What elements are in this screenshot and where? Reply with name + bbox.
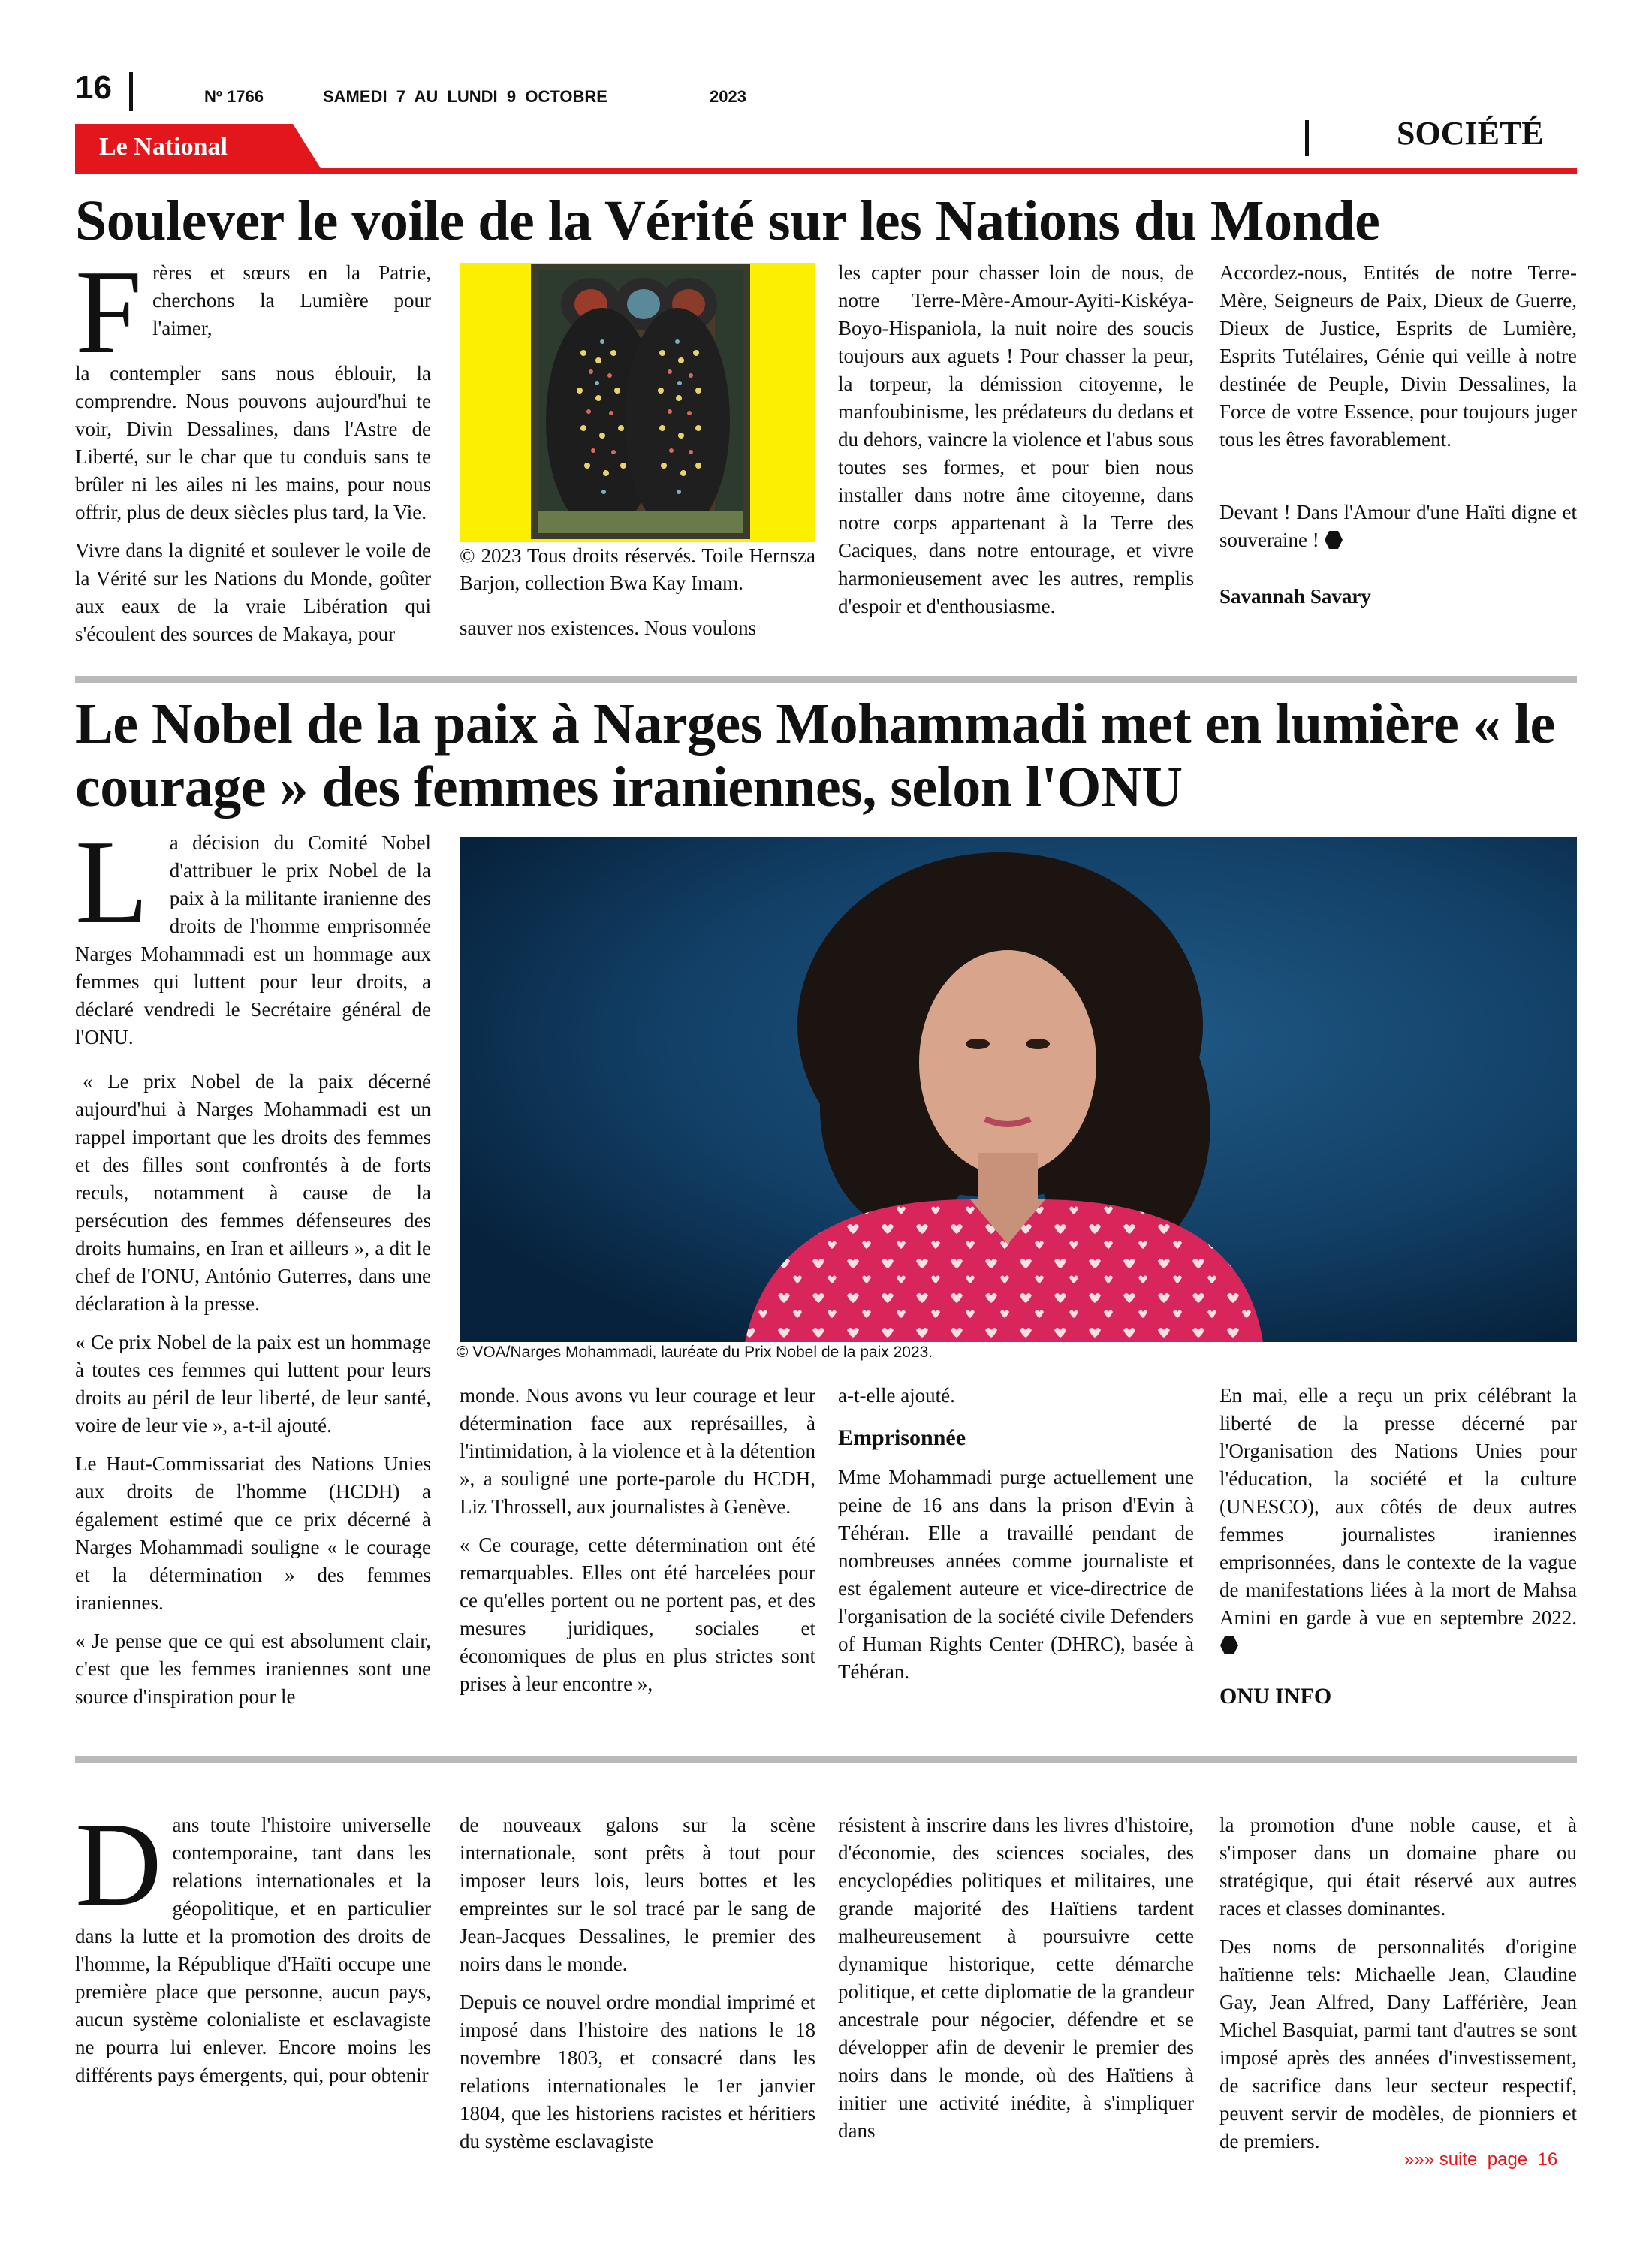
article3-col2-p1: de nouveaux galons sur la scène internationale, sont prêts à tout pour imposer leurs lois, leurs bottes et les empreintes sur le sol tracé par le sang de Jean-Jacques Dessalines, le premier des noirs dans le monde. xyxy=(460,1814,815,1975)
article3-col4 xyxy=(1219,1811,1577,2166)
article3-col4-p2: Des noms de personnalités d'origine haïtienne tels: Michaelle Jean, Claudine Gay, Jean Alfred, Dany Lafférière, Jean Michel Basquiat, parmi tant d'autres se sont imposé après des années d'investissement, de sacrifice dans leur secteur respectif, peuvent servir de modèles, de pionniers et de premiers. xyxy=(1219,1935,1577,2152)
issue-year: 2023 xyxy=(710,87,746,106)
article3-col2-p2: Depuis ce nouvel ordre mondial imprimé et imposé dans l'histoire des nations le 18 novembre 1803, et consacré dans les relations internationales le 1er janvier 1804, que les historiens racistes et héritiers du système esclavagiste xyxy=(460,1991,815,2152)
continued-link[interactable]: »»» suite page 16 xyxy=(1404,2149,1558,2170)
article2-col1-p3: « Ce prix Nobel de la paix est un hommage à toutes ces femmes qui luttent pour leurs droits au péril de leur liberté, de leur santé, voire de leur vie », a-t-il ajouté. xyxy=(75,1331,431,1437)
article2-col2-p2: « Ce courage, cette détermination ont été remarquables. Elles ont été harcelées pour ce qu'elles portent ou ne portent pas, et des mesures juridiques, sociales et économiques de plus en plus strictes sont prises à leur encontre », xyxy=(460,1534,815,1695)
article2-col3 xyxy=(838,1382,1194,1697)
article1-col2-continuation: sauver nos existences. Nous voulons xyxy=(460,617,757,639)
article3-col2 xyxy=(460,1811,815,2166)
article3-col3 xyxy=(838,1811,1194,2155)
issue-number: Nº 1766 xyxy=(204,87,264,106)
section-name: SOCIÉTÉ xyxy=(1397,115,1544,152)
article1-col4-p1: Accordez-nous, Entités de notre Terre-Mère, Seigneurs de Paix, Dieux de Guerre, Dieux de Justice, Esprits de Lumière, Esprits Tutélaires, Génie qui veille à notre destinée de Peuple, Divin Dessalines, la Force de votre Essence, pour toujours juger tous les êtres favorablement. xyxy=(1219,261,1577,451)
end-mark-icon xyxy=(1324,530,1343,550)
article3-dropcap: D xyxy=(75,1797,162,1931)
article2-col1-lead: a décision du Comité Nobel d'attribuer le prix Nobel de la paix à la militante iranienne des droits de l'homme emprisonnée Narges Mohammadi est un hommage aux femmes qui luttent pour leur droits, a déclaré vendredi le Secrétaire général de l'ONU. xyxy=(75,831,431,1048)
article1-col1-lead: rères et sœurs en la Patrie, cherchons la Lumière pour l'aimer, xyxy=(152,261,431,339)
article2-col1-p5: « Je pense que ce qui est absolument clair, c'est que les femmes iraniennes sont une source d'inspiration pour le xyxy=(75,1630,431,1708)
article2-author: ONU INFO xyxy=(1219,1684,1332,1709)
article2-col1-p4: Le Haut-Commissariat des Nations Unies aux droits de l'homme (HCDH) a également estimé que ce prix décerné à Narges Mohammadi souligne « le courage et la détermination » des femmes iraniennes. xyxy=(75,1452,431,1614)
article2-col3-p1: a-t-elle ajouté. xyxy=(838,1384,955,1407)
article2-photo-caption: © VOA/Narges Mohammadi, lauréate du Prix Nobel de la paix 2023. xyxy=(457,1344,933,1361)
article1-col4 xyxy=(1219,259,1577,621)
brand-name: Le National xyxy=(99,133,228,161)
page-number-divider xyxy=(129,72,133,111)
article2-col3-p2: Mme Mohammadi purge actuellement une peine de 16 ans dans la prison d'Evin à Téhéran. Elle a travaillé pendant de nombreuses années comme journaliste et est également auteure et vice-directrice de l'organisation de la société civile Defenders of Human Rights Center (DHRC), basée à Téhéran. xyxy=(838,1466,1194,1683)
article1-title: Soulever le voile de la Vérité sur les Nations du Monde xyxy=(75,189,1380,252)
article1-image-caption: © 2023 Tous droits réservés. Toile Hernsza Barjon, collection Bwa Kay Imam. xyxy=(460,544,815,594)
article-separator-1 xyxy=(75,676,1577,683)
section-divider xyxy=(1305,120,1309,156)
article2-col2 xyxy=(460,1382,815,1709)
article3-col1-text: ans toute l'histoire universelle contemporaine, tant dans les relations internationales et la géopolitique, et en particulier dans la lutte et la promotion des droits de l'homme, la République d'Haïti occupe une première place que personne, aucun pays, aucun système colonialiste et esclavagiste ne pourra lui enlever. Encore moins les différents pays émergents, qui, pour obtenir xyxy=(75,1814,431,2086)
article1-col3 xyxy=(838,259,1194,631)
article1-col1 xyxy=(75,245,431,659)
article1-col1-p2: Vivre dans la dignité et soulever le voile de la Vérité sur les Nations du Monde, goûter aux eaux de la vraie Libération qui s'écoulent des sources de Makaya, pour xyxy=(75,539,431,645)
article2-col2-p1: monde. Nous avons vu leur courage et leur détermination face aux représailles, à l'intimidation, à la violence et à la détention », a souligné une porte-parole du HCDH, Liz Throssell, aux journalistes à Genève. xyxy=(460,1384,815,1518)
article2-col1 xyxy=(75,815,431,1721)
article-separator-2 xyxy=(75,1756,1577,1763)
header-red-rule xyxy=(75,168,1577,174)
article1-col4-p2 xyxy=(1219,499,1577,554)
article3-col1 xyxy=(75,1797,431,2100)
article2-col4-p1: En mai, elle a reçu un prix célébrant la liberté de la presse décerné par l'Organisation des Nations Unies pour l'éducation, la société et la culture (UNESCO), aux côtés de deux autres femmes journalistes iraniennes emprisonnées, dans le contexte de la vague de manifestations liées à la mort de Mahsa Amini en garde à vue en septembre 2022. xyxy=(1219,1384,1577,1629)
article3-col3-text: résistent à inscrire dans les livres d'histoire, d'économie, des sciences sociales, des encyclopédies politiques et militaires, une grande majorité des Haïtiens tardent malheureusement à poursuivre cette dynamique historique, cette démarche politique, et cette diplomatie de la grandeur ancestrale pour négocier, défendre et se développer afin de devenir le premier des noirs dans le monde, où des Haïtiens à initier une activité inédite, à s'impliquer dans xyxy=(838,1814,1194,2142)
article2-subhead: Emprisonnée xyxy=(838,1425,966,1450)
article1-dropcap: F xyxy=(75,245,142,379)
page-number: 16 xyxy=(75,69,112,106)
article2-col4-p1-wrap xyxy=(1219,1382,1577,1660)
article2-title: Le Nobel de la paix à Narges Mohammadi met en lumière « le courage » des femmes iraniennes, selon l'ONU xyxy=(75,692,1555,819)
article2-dropcap: L xyxy=(75,815,149,949)
brand-tab xyxy=(75,124,323,172)
article2-col4 xyxy=(1219,1382,1577,1710)
article1-col1-p1: la contempler sans nous éblouir, la comprendre. Nous pouvons aujourd'hui te voir, Divin Dessalines, dans l'Astre de Liberté, sur le char que tu conduis sans te brûler ni les ailes ni les mains, pour nous offrir, plus de deux siècles plus tard, la Vie. xyxy=(75,362,431,523)
article2-photo xyxy=(460,837,1577,1342)
portrait-photo xyxy=(460,837,1577,1342)
article1-col4-p2-text: Devant ! Dans l'Amour d'une Haïti digne et souveraine ! xyxy=(1219,501,1577,551)
article1-col3-text: les capter pour chasser loin de nous, de notre Terre-Mère-Amour-Ayiti-Kiskéya-Boyo-Hispaniola, la nuit noire des soucis toujours aux aguets ! Pour chasser la peur, la torpeur, la démission citoyenne, le manfoubinisme, les prédateurs du dedans et du dehors, vaincre la violence et l'abus sous toutes ses formes, et pour bien nous installer dans notre âme citoyenne, dans notre corps appartenant à la Terre des Caciques, dans notre entourage, et vivre harmonieusement avec les autres, remplis d'espoir et d'enthousiasme. xyxy=(838,261,1194,617)
issue-date: SAMEDI 7 AU LUNDI 9 OCTOBRE xyxy=(323,87,607,106)
article3-col4-p1: la promotion d'une noble cause, et à s'imposer dans un domaine phare ou stratégique, qui était réservé aux autres races et classes dominantes. xyxy=(1219,1814,1577,1920)
article1-painting xyxy=(460,263,815,542)
end-mark-icon xyxy=(1219,1636,1239,1655)
painting-artwork xyxy=(460,263,815,542)
article1-author: Savannah Savary xyxy=(1219,585,1371,608)
article2-col1-p2: « Le prix Nobel de la paix décerné aujourd'hui à Narges Mohammadi est un rappel important que les droits des femmes et des filles sont confrontés à de forts reculs, notamment à cause de la persécution des femmes défenseures des droits humains, en Iran et ailleurs », a dit le chef de l'ONU, António Guterres, dans une déclaration à la presse. xyxy=(75,1070,431,1315)
